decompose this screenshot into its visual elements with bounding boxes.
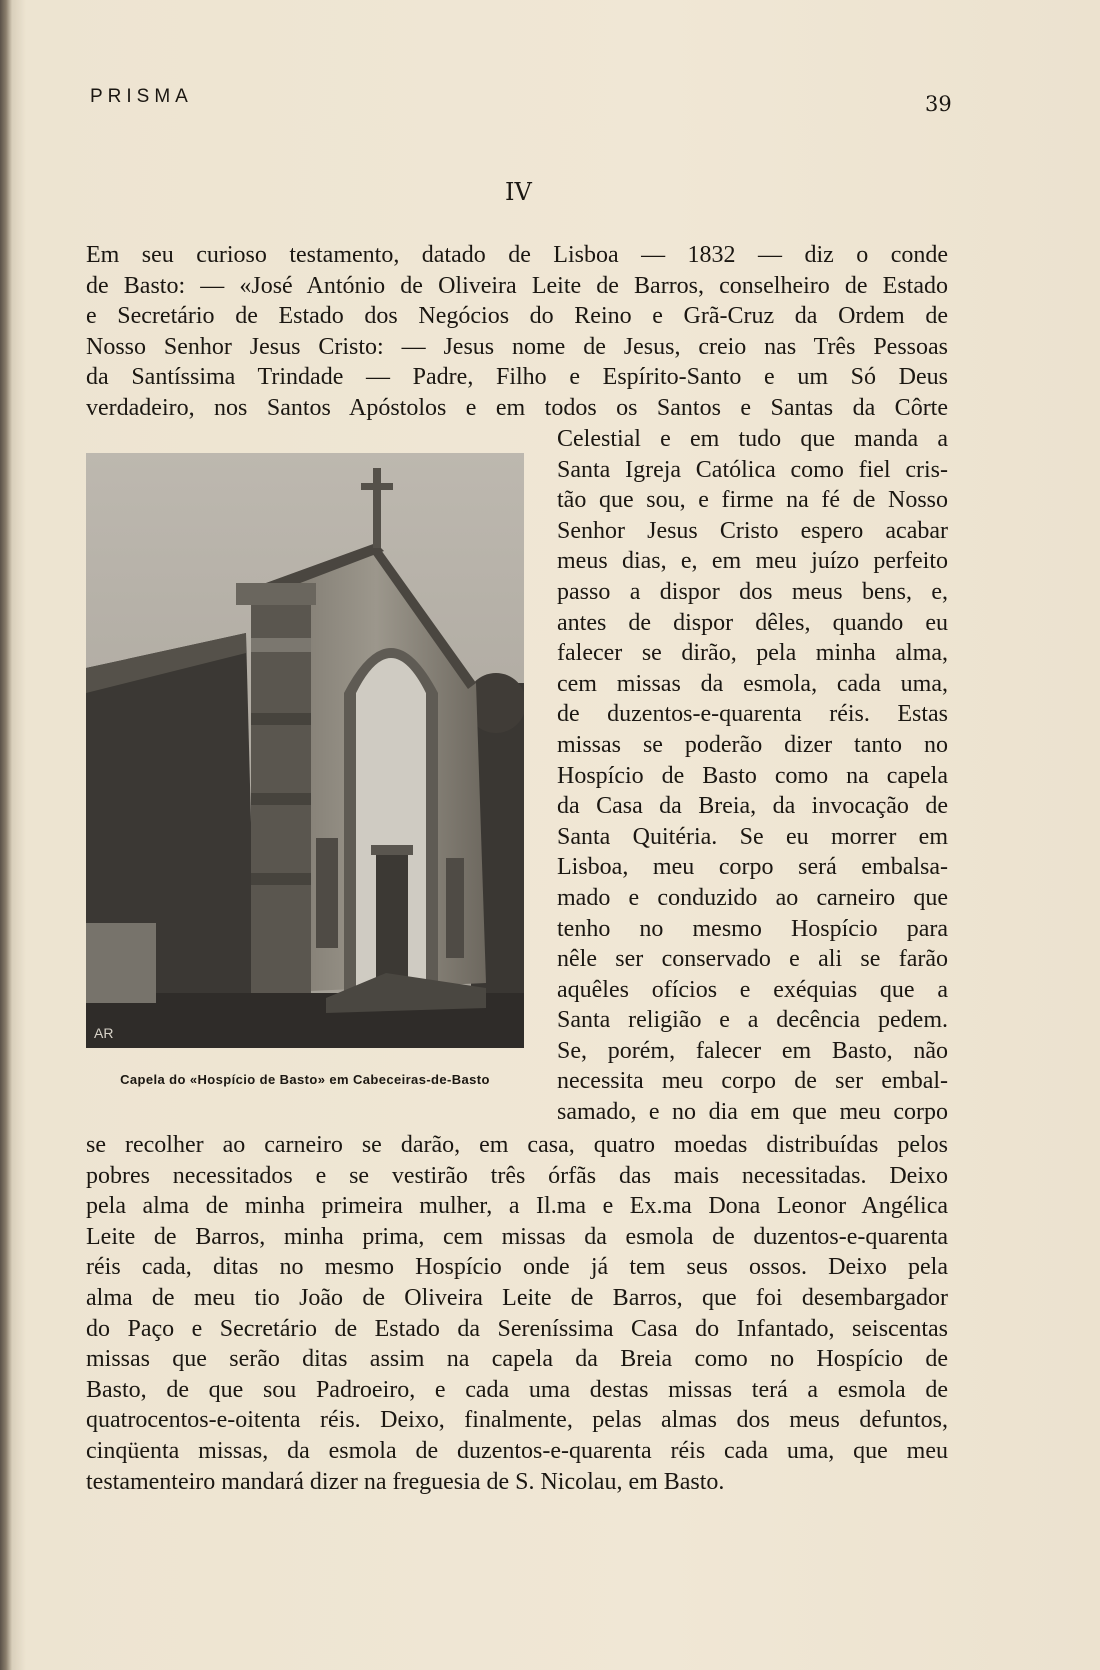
text-line: da Casa da Breia, da invocação de [557, 793, 948, 820]
text-line: missas se poderão dizer tanto no [557, 731, 948, 758]
text-line: Celestial e em tudo que manda a [557, 426, 948, 452]
text-line: necessita meu corpo de ser embal- [557, 1068, 948, 1095]
figure-caption: Capela do «Hospício de Basto» em Cabeceiras-de-Basto [120, 1072, 490, 1087]
text-line: Nosso Senhor Jesus Cristo: — Jesus nome de Jesus, creio nas Três Pessoas [86, 333, 948, 360]
text-line: aquêles ofícios e exéquias que a [557, 976, 948, 1003]
text-line: Se, porém, falecer em Basto, não [557, 1037, 948, 1064]
text-line: pela alma de minha primeira mulher, a Il.ma e Ex.ma Dona Leonor Angélica [86, 1193, 948, 1220]
text-line: mado e conduzido ao carneiro que [557, 884, 948, 911]
text-line: nêle ser conservado e ali se farão [557, 946, 948, 973]
text-line: Senhor Jesus Cristo espero acabar [557, 517, 948, 544]
text-line: Hospício de Basto como na capela [557, 762, 948, 789]
photographer-monogram: AR [94, 1025, 114, 1041]
text-line: Leite de Barros, minha prima, cem missas da esmola de duzentos-e-quarenta [86, 1223, 948, 1250]
text-line: réis cada, ditas no mesmo Hospício onde já tem seus ossos. Deixo pela [86, 1254, 948, 1281]
text-line: quatrocentos-e-oitenta réis. Deixo, finalmente, pelas almas dos meus defuntos, [86, 1407, 948, 1434]
text-line: cinqüenta missas, da esmola de duzentos-e-quarenta réis cada uma, que meu [86, 1437, 948, 1464]
section-numeral: IV [505, 178, 532, 206]
chapel-photograph [86, 453, 524, 1048]
text-line: se recolher ao carneiro se darão, em casa, quatro moedas distribuídas pelos [86, 1132, 948, 1158]
text-line: da Santíssima Trindade — Padre, Filho e Espírito-Santo e um Só Deus [86, 364, 948, 391]
text-line: antes de dispor dêles, quando eu [557, 609, 948, 636]
text-line: passo a dispor dos meus bens, e, [557, 578, 948, 605]
text-line: Em seu curioso testamento, datado de Lisboa — 1832 — diz o conde [86, 242, 948, 268]
intro-paragraph [86, 240, 948, 424]
text-line: cem missas da esmola, cada uma, [557, 670, 948, 697]
text-line: verdadeiro, nos Santos Apóstolos e em todos os Santos e Santas da Côrte [86, 394, 948, 421]
text-line: missas que serão ditas assim na capela da Breia como no Hospício de [86, 1346, 948, 1373]
closing-paragraph [86, 1130, 948, 1497]
text-line: falecer se dirão, pela minha alma, [557, 640, 948, 667]
text-line: de Basto: — «José António de Oliveira Leite de Barros, conselheiro de Estado [86, 272, 948, 299]
text-line: Basto, de que sou Padroeiro, e cada uma destas missas terá a esmola de [86, 1376, 948, 1403]
text-line: Santa Quitéria. Se eu morrer em [557, 823, 948, 850]
page-number: 39 [925, 92, 952, 116]
text-line: e Secretário de Estado dos Negócios do Reino e Grã-Cruz da Ordem de [86, 303, 948, 330]
text-line: tenho no mesmo Hospício para [557, 915, 948, 942]
text-line: de duzentos-e-quarenta réis. Estas [557, 701, 948, 728]
text-line: alma de meu tio João de Oliveira Leite de Barros, que foi desembargador [86, 1284, 948, 1311]
text-line: samado, e no dia em que meu corpo [557, 1099, 948, 1126]
text-line: meus dias, e, em meu juízo perfeito [557, 548, 948, 575]
wrapped-paragraph [557, 424, 948, 1128]
text-line: do Paço e Secretário de Estado da Sereníssima Casa do Infantado, seiscentas [86, 1315, 948, 1342]
text-line: Santa religião e a decência pedem. [557, 1007, 948, 1034]
text-line: Santa Igreja Católica como fiel cris- [557, 456, 948, 483]
text-line: Lisboa, meu corpo será embalsa- [557, 854, 948, 881]
text-line: testamenteiro mandará dizer na freguesia de S. Nicolau, em Basto. [86, 1468, 725, 1495]
text-line: tão que sou, e firme na fé de Nosso [557, 487, 948, 514]
running-head: PRISMA [90, 86, 193, 107]
text-line: pobres necessitados e se vestirão três órfãs das mais necessitadas. Deixo [86, 1162, 948, 1189]
